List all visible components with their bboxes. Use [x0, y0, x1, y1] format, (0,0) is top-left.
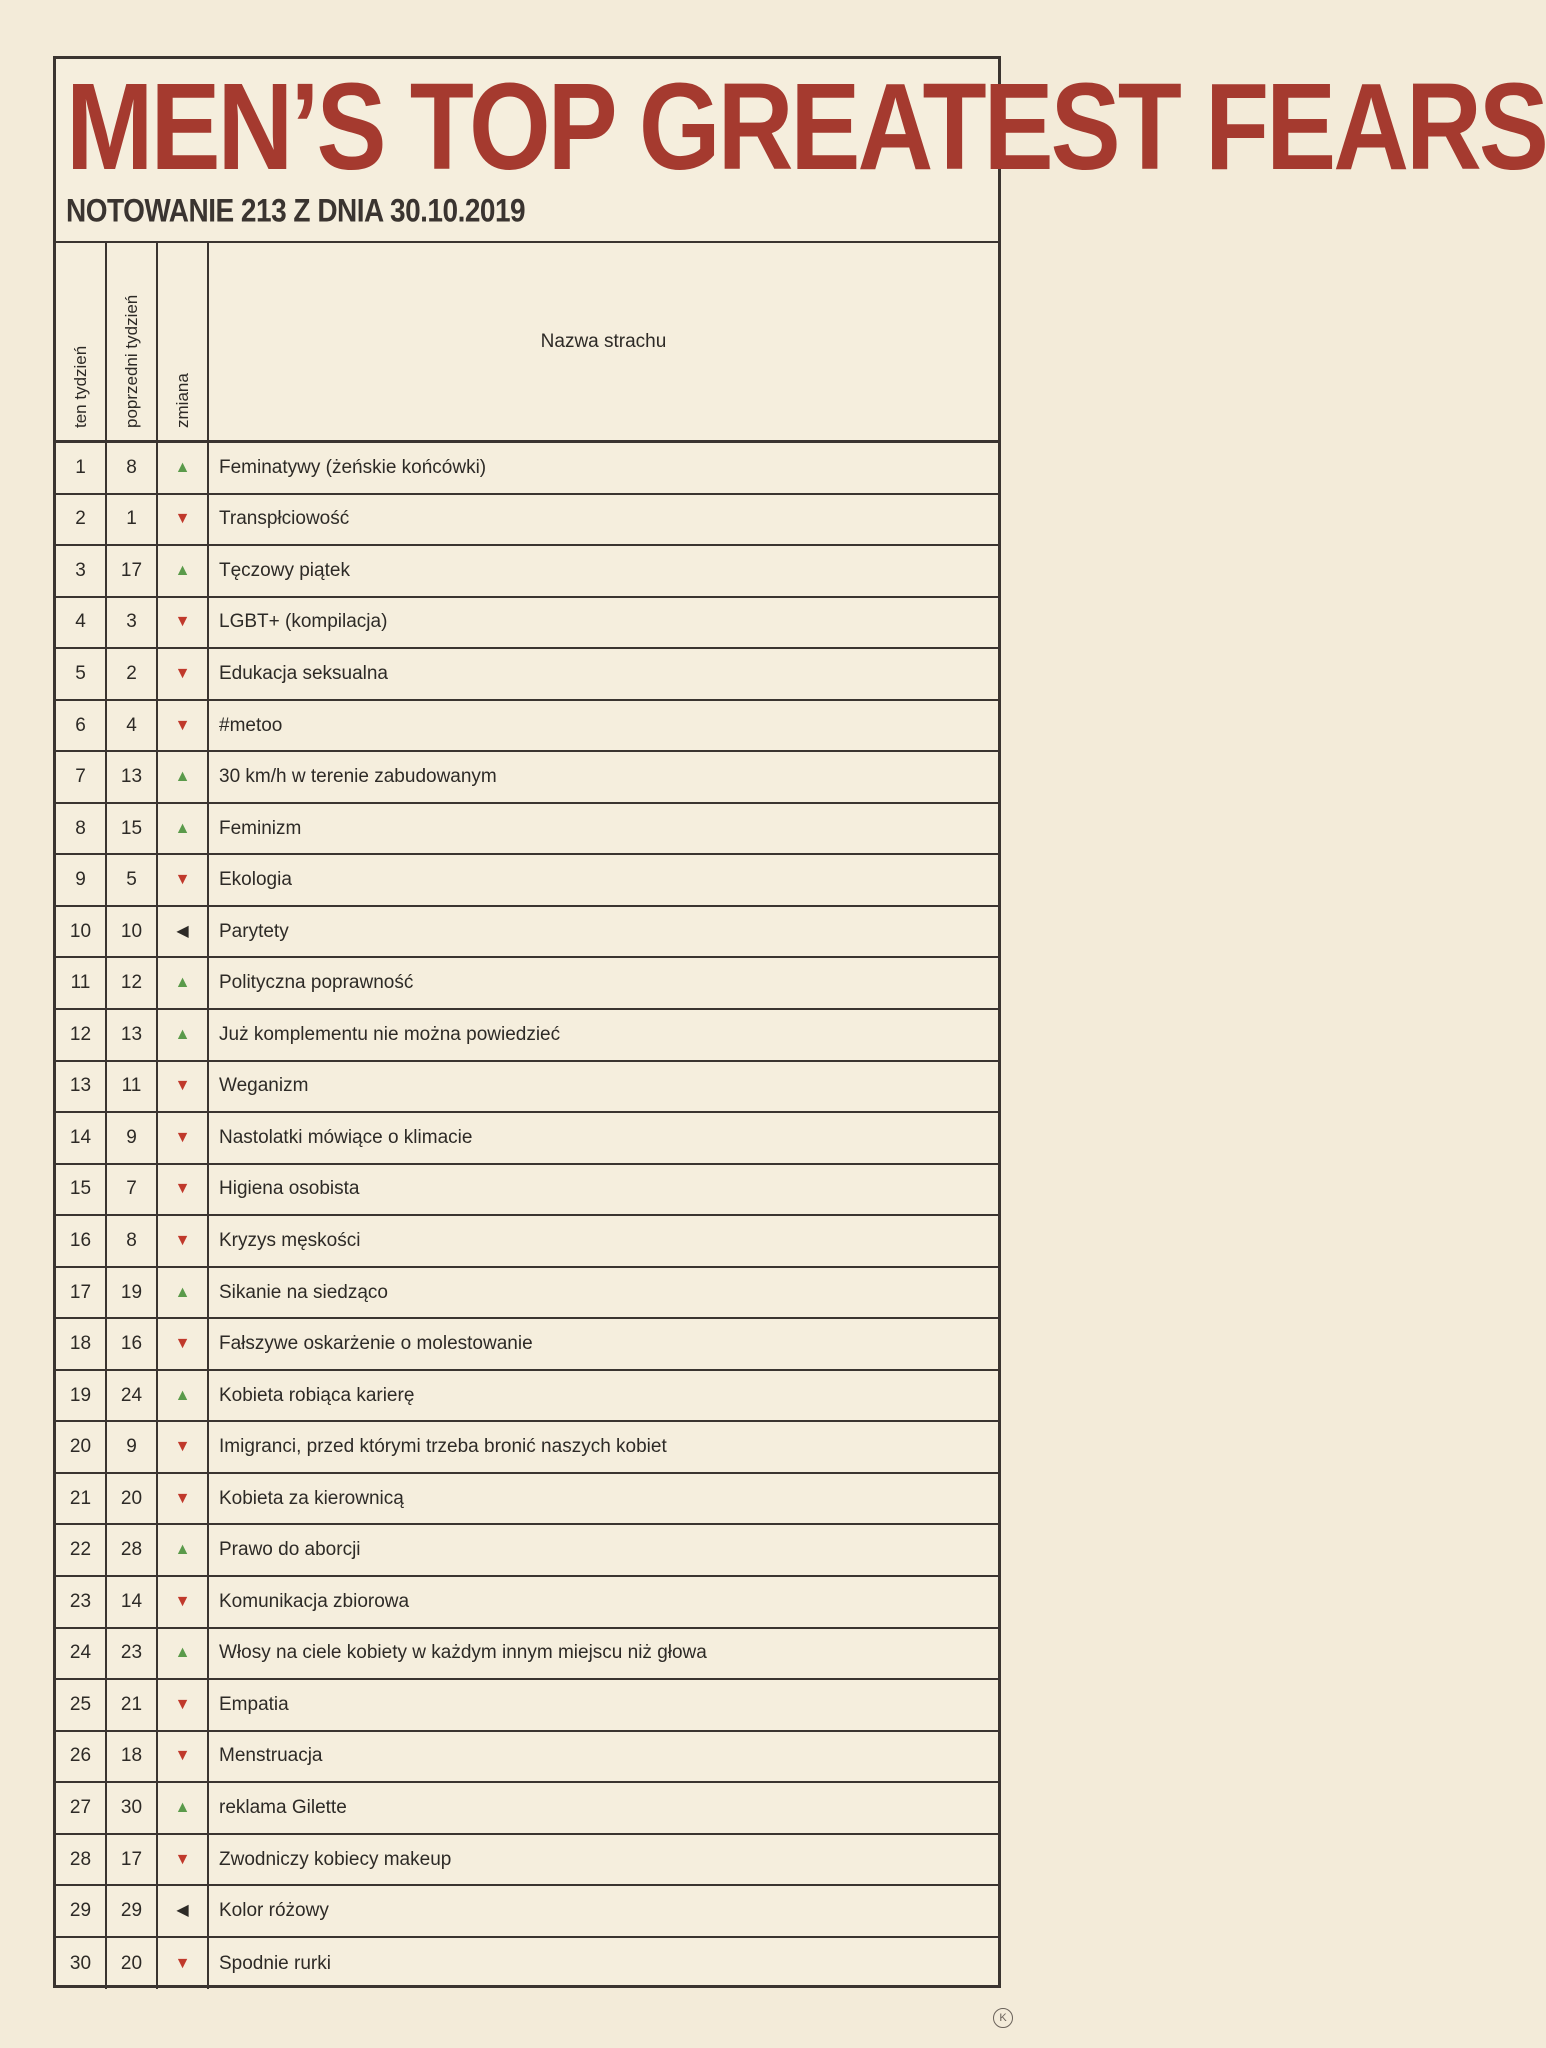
fear-name: Empatia — [219, 1693, 289, 1715]
chart-frame — [53, 56, 1546, 1988]
rank-this-week: 10 — [56, 907, 107, 957]
rank-prev-week: 17 — [107, 1835, 158, 1885]
rank-prev-week: 14 — [107, 1577, 158, 1627]
arrow-down-icon: ▼ — [174, 1231, 191, 1249]
rank-this-week: 16 — [56, 1216, 107, 1266]
change-cell — [158, 1577, 209, 1627]
change-cell — [158, 1938, 209, 1990]
rank-prev-week: 13 — [107, 752, 158, 802]
table-row — [56, 1525, 998, 1577]
rank-prev-week: 8 — [107, 1216, 158, 1266]
rank-prev-week: 12 — [107, 958, 158, 1008]
change-cell — [158, 958, 209, 1008]
column-header-this-week — [56, 243, 107, 440]
rank-this-week: 25 — [56, 1680, 107, 1730]
arrow-down-icon: ▼ — [174, 1180, 191, 1198]
fear-name: 30 km/h w terenie zabudowanym — [219, 766, 497, 788]
rank-prev-week: 17 — [107, 546, 158, 596]
fear-name: Fałszywe oskarżenie o molestowanie — [219, 1333, 533, 1355]
change-cell — [158, 855, 209, 905]
table-row — [56, 1062, 998, 1114]
table-row — [56, 1938, 998, 1990]
rank-prev-week: 3 — [107, 598, 158, 648]
change-cell — [158, 546, 209, 596]
change-cell — [158, 1113, 209, 1163]
arrow-up-icon: ▲ — [174, 1798, 191, 1816]
rank-prev-week: 5 — [107, 855, 158, 905]
table-row — [56, 546, 998, 598]
change-cell — [158, 1783, 209, 1833]
fear-name: Kobieta robiąca karierę — [219, 1384, 415, 1406]
rank-this-week: 18 — [56, 1319, 107, 1369]
change-cell — [158, 1010, 209, 1060]
fear-name: Kolor różowy — [219, 1900, 329, 1922]
table-row — [56, 1268, 998, 1320]
table-row — [56, 1165, 998, 1217]
arrow-down-icon: ▼ — [174, 1489, 191, 1507]
rank-this-week: 2 — [56, 495, 107, 545]
table-row — [56, 1422, 998, 1474]
table-row — [56, 1886, 998, 1938]
fear-name: Feminatywy (żeńskie końcówki) — [219, 456, 487, 478]
rank-this-week: 9 — [56, 855, 107, 905]
rank-prev-week: 16 — [107, 1319, 158, 1369]
rank-prev-week: 7 — [107, 1165, 158, 1215]
rank-prev-week: 11 — [107, 1062, 158, 1112]
table-row — [56, 1319, 998, 1371]
fear-name: Higiena osobista — [219, 1178, 360, 1200]
change-cell — [158, 907, 209, 957]
header — [56, 57, 1546, 243]
rank-prev-week: 29 — [107, 1886, 158, 1936]
rank-this-week: 28 — [56, 1835, 107, 1885]
rank-prev-week: 1 — [107, 495, 158, 545]
page-subtitle: NOTOWANIE 213 Z DNIA 30.10.2019 — [66, 192, 526, 229]
rank-this-week: 15 — [56, 1165, 107, 1215]
fear-name: Prawo do aborcji — [219, 1539, 361, 1561]
arrow-left-icon: ◀ — [176, 922, 189, 940]
fear-name: Komunikacja zbiorowa — [219, 1590, 410, 1612]
page-title: MEN’S TOP GREATEST FEARS — [66, 57, 1546, 196]
table-row — [56, 855, 998, 907]
arrow-up-icon: ▲ — [174, 1541, 191, 1559]
change-cell — [158, 1319, 209, 1369]
table-row — [56, 907, 998, 959]
fear-name: reklama Gilette — [219, 1796, 347, 1818]
rank-prev-week: 9 — [107, 1113, 158, 1163]
table-row — [56, 1783, 998, 1835]
arrow-down-icon: ▼ — [174, 1438, 191, 1456]
change-cell — [158, 1062, 209, 1112]
change-cell — [158, 804, 209, 854]
arrow-down-icon: ▼ — [174, 1850, 191, 1868]
fear-name: Sikanie na siedząco — [219, 1281, 388, 1303]
fear-name: Transpłciowość — [219, 508, 350, 530]
rank-this-week: 1 — [56, 443, 107, 493]
change-cell — [158, 1422, 209, 1472]
fear-name: Menstruacja — [219, 1745, 323, 1767]
rank-this-week: 11 — [56, 958, 107, 1008]
arrow-down-icon: ▼ — [174, 1747, 191, 1765]
rank-this-week: 13 — [56, 1062, 107, 1112]
fear-name: Imigranci, przed którymi trzeba bronić naszych kobiet — [219, 1436, 667, 1458]
table-row — [56, 1216, 998, 1268]
rank-prev-week: 15 — [107, 804, 158, 854]
table-row — [56, 1577, 998, 1629]
change-cell — [158, 649, 209, 699]
rank-prev-week: 13 — [107, 1010, 158, 1060]
change-cell — [158, 1371, 209, 1421]
table-row — [56, 1371, 998, 1423]
rank-this-week: 8 — [56, 804, 107, 854]
rank-prev-week: 30 — [107, 1783, 158, 1833]
rank-prev-week: 23 — [107, 1629, 158, 1679]
table-row — [56, 958, 998, 1010]
arrow-down-icon: ▼ — [174, 613, 191, 631]
arrow-down-icon: ▼ — [174, 1128, 191, 1146]
fear-name: Tęczowy piątek — [219, 559, 350, 581]
rank-prev-week: 21 — [107, 1680, 158, 1730]
change-cell — [158, 1165, 209, 1215]
fear-name: Ekologia — [219, 869, 292, 891]
table-row — [56, 752, 998, 804]
arrow-down-icon: ▼ — [174, 1077, 191, 1095]
arrow-down-icon: ▼ — [174, 510, 191, 528]
fear-name: Spodnie rurki — [219, 1952, 331, 1974]
fear-name: Feminizm — [219, 817, 302, 839]
table-row — [56, 598, 998, 650]
fear-name: Kryzys męskości — [219, 1229, 361, 1251]
fear-name: #metoo — [219, 714, 283, 736]
arrow-up-icon: ▲ — [174, 768, 191, 786]
table-row — [56, 1010, 998, 1062]
change-cell — [158, 1886, 209, 1936]
rank-prev-week: 20 — [107, 1474, 158, 1524]
rank-prev-week: 28 — [107, 1525, 158, 1575]
table-row — [56, 649, 998, 701]
change-cell — [158, 1268, 209, 1318]
change-cell — [158, 701, 209, 751]
rank-this-week: 17 — [56, 1268, 107, 1318]
table-row — [56, 495, 998, 547]
arrow-up-icon: ▲ — [174, 1283, 191, 1301]
change-cell — [158, 495, 209, 545]
change-cell — [158, 1629, 209, 1679]
rank-prev-week: 10 — [107, 907, 158, 957]
change-cell — [158, 1525, 209, 1575]
table-row — [56, 1629, 998, 1681]
column-header-change — [158, 243, 209, 440]
column-header-this-week-label: ten tydzień — [70, 345, 90, 428]
rank-prev-week: 2 — [107, 649, 158, 699]
change-cell — [158, 1216, 209, 1266]
arrow-down-icon: ▼ — [174, 716, 191, 734]
column-header-name-label: Nazwa strachu — [540, 331, 667, 352]
table-row — [56, 804, 998, 856]
table-row — [56, 701, 998, 753]
arrow-up-icon: ▲ — [174, 1025, 191, 1043]
rank-this-week: 19 — [56, 1371, 107, 1421]
rank-this-week: 30 — [56, 1938, 107, 1990]
rank-this-week: 21 — [56, 1474, 107, 1524]
table-row — [56, 1680, 998, 1732]
column-header-prev-week — [107, 243, 158, 440]
rank-prev-week: 24 — [107, 1371, 158, 1421]
arrow-up-icon: ▲ — [174, 1386, 191, 1404]
rank-this-week: 29 — [56, 1886, 107, 1936]
fear-name: LGBT+ (kompilacja) — [219, 611, 388, 633]
arrow-up-icon: ▲ — [174, 819, 191, 837]
arrow-up-icon: ▲ — [174, 561, 191, 579]
logo-icon: K — [993, 2008, 1013, 2028]
arrow-down-icon: ▼ — [174, 664, 191, 682]
rank-this-week: 26 — [56, 1732, 107, 1782]
rank-this-week: 7 — [56, 752, 107, 802]
fear-name: Polityczna poprawność — [219, 972, 414, 994]
rank-this-week: 4 — [56, 598, 107, 648]
rank-this-week: 3 — [56, 546, 107, 596]
arrow-down-icon: ▼ — [174, 1695, 191, 1713]
arrow-up-icon: ▲ — [174, 974, 191, 992]
change-cell — [158, 598, 209, 648]
rank-prev-week: 4 — [107, 701, 158, 751]
fear-name: Weganizm — [219, 1075, 309, 1097]
table-row — [56, 1474, 998, 1526]
arrow-down-icon: ▼ — [174, 1592, 191, 1610]
column-header-name — [209, 243, 998, 440]
arrow-down-icon: ▼ — [174, 1954, 191, 1972]
fear-name: Zwodniczy kobiecy makeup — [219, 1848, 452, 1870]
arrow-up-icon: ▲ — [174, 1644, 191, 1662]
change-cell — [158, 443, 209, 493]
fear-name: Parytety — [219, 920, 289, 942]
rank-this-week: 5 — [56, 649, 107, 699]
fear-name: Włosy na ciele kobiety w każdym innym miejscu niż głowa — [219, 1642, 707, 1664]
fear-name: Już komplementu nie można powiedzieć — [219, 1023, 561, 1045]
arrow-left-icon: ◀ — [176, 1902, 189, 1920]
change-cell — [158, 1732, 209, 1782]
column-headers — [56, 243, 998, 443]
arrow-down-icon: ▼ — [174, 871, 191, 889]
arrow-up-icon: ▲ — [174, 458, 191, 476]
rank-prev-week: 18 — [107, 1732, 158, 1782]
ranking-table-body — [56, 443, 998, 1989]
rank-prev-week: 19 — [107, 1268, 158, 1318]
rank-prev-week: 8 — [107, 443, 158, 493]
rank-prev-week: 20 — [107, 1938, 158, 1990]
change-cell — [158, 1474, 209, 1524]
table-row — [56, 1835, 998, 1887]
fear-name: Kobieta za kierownicą — [219, 1487, 404, 1509]
rank-this-week: 12 — [56, 1010, 107, 1060]
rank-this-week: 27 — [56, 1783, 107, 1833]
rank-this-week: 23 — [56, 1577, 107, 1627]
rank-prev-week: 9 — [107, 1422, 158, 1472]
arrow-down-icon: ▼ — [174, 1335, 191, 1353]
fear-name: Nastolatki mówiące o klimacie — [219, 1126, 473, 1148]
fear-name: Edukacja seksualna — [219, 662, 388, 684]
rank-this-week: 14 — [56, 1113, 107, 1163]
change-cell — [158, 752, 209, 802]
table-row — [56, 443, 998, 495]
column-header-prev-week-label: poprzedni tydzień — [121, 294, 141, 428]
column-header-change-label: zmiana — [172, 373, 192, 428]
table-row — [56, 1113, 998, 1165]
change-cell — [158, 1835, 209, 1885]
rank-this-week: 6 — [56, 701, 107, 751]
rank-this-week: 20 — [56, 1422, 107, 1472]
rank-this-week: 22 — [56, 1525, 107, 1575]
rank-this-week: 24 — [56, 1629, 107, 1679]
change-cell — [158, 1680, 209, 1730]
table-row — [56, 1732, 998, 1784]
